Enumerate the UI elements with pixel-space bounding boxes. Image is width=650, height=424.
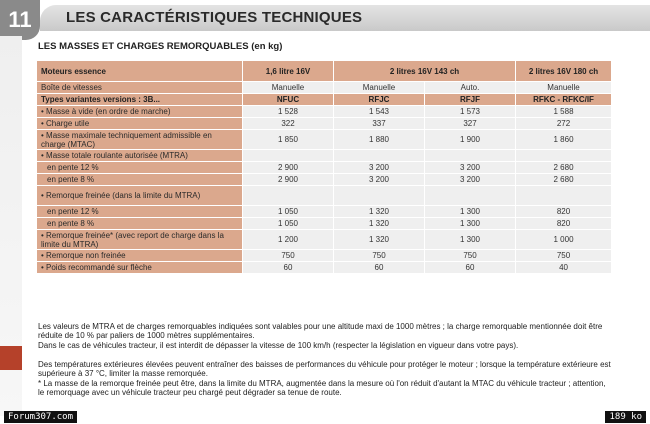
table-row [37,106,611,117]
cell-value: 1 050 [243,218,333,229]
cell-value: 1 300 [425,230,515,249]
cell-value: 1 543 [334,106,424,117]
cell-value: 750 [243,250,333,261]
gearbox-value: Manuelle [243,82,333,93]
row-label: • Masse à vide (en ordre de marche) [37,106,242,117]
cell-value: 2 900 [243,174,333,185]
cell-value: 1 900 [425,130,515,149]
table-row [37,218,611,229]
cell-value: 750 [516,250,611,261]
gearbox-label: Boîte de vitesses [37,82,242,93]
table-row [37,262,611,273]
table-row [37,230,611,249]
note-speed: Dans le cas de véhicules tracteur, il est interdit de dépasser la vitesse de 100 km/h (respecter la législation en vigueur dans votre pays). [38,341,519,350]
cell-value: 820 [516,218,611,229]
cell-value: 1 850 [243,130,333,149]
cell-value [334,186,424,205]
row-label: • Remorque freinée* (avec report de charge dans la limite du MTRA) [37,230,242,249]
cell-value: 327 [425,118,515,129]
cell-value: 3 200 [425,162,515,173]
note-altitude: Les valeurs de MTRA et de charges remorquables indiquées sont valables pour une altitude maxi de 1000 mètres ; la charge remorquable mentionnée doit être réduite de 10 % par paliers de 1000 mètres supplémentaires. [38,322,603,340]
row-label: • Poids recommandé sur flèche [37,262,242,273]
file-size-label: 189 ko [605,411,646,423]
cell-value: 1 320 [334,206,424,217]
gearbox-row [37,82,611,93]
cell-value [425,150,515,161]
table-row [37,206,611,217]
row-label: en pente 8 % [37,174,242,185]
engine-label: Moteurs essence [37,61,242,81]
cell-value: 1 050 [243,206,333,217]
cell-value: 1 573 [425,106,515,117]
watermark-source: Forum307.com [4,411,77,423]
version-code: RFKC - RFKC/IF [516,94,611,105]
cell-value: 750 [334,250,424,261]
versions-row [37,94,611,105]
cell-value: 2 680 [516,162,611,173]
cell-value: 1 300 [425,218,515,229]
gearbox-value: Manuelle [516,82,611,93]
cell-value [334,150,424,161]
gearbox-value: Manuelle [334,82,424,93]
cell-value: 820 [516,206,611,217]
page-title: LES CARACTÉRISTIQUES TECHNIQUES [66,9,363,26]
table-row [37,250,611,261]
cell-value: 272 [516,118,611,129]
cell-value: 2 900 [243,162,333,173]
cell-value: 3 200 [334,174,424,185]
cell-value: 322 [243,118,333,129]
cell-value: 1 000 [516,230,611,249]
table-row [37,186,611,205]
cell-value: 3 200 [334,162,424,173]
cell-value: 1 200 [243,230,333,249]
version-code: NFUC [243,94,333,105]
cell-value: 1 528 [243,106,333,117]
table-row [37,130,611,149]
cell-value: 1 880 [334,130,424,149]
row-label: • Masse totale roulante autorisée (MTRA) [37,150,242,161]
specs-table [36,60,612,274]
row-label: • Remorque non freinée [37,250,242,261]
row-label: en pente 8 % [37,218,242,229]
cell-value: 60 [425,262,515,273]
cell-value: 1 860 [516,130,611,149]
cell-value: 750 [425,250,515,261]
cell-value: 2 680 [516,174,611,185]
chapter-number-tab [0,0,40,40]
version-code: RFJF [425,94,515,105]
table-row [37,150,611,161]
table-row [37,174,611,185]
cell-value [516,186,611,205]
cell-value [243,186,333,205]
cell-value [516,150,611,161]
row-label: en pente 12 % [37,206,242,217]
cell-value: 1 588 [516,106,611,117]
note-temperature: Des températures extérieures élevées peuvent entraîner des baisses de performances du véhicule pour protéger le moteur ; lorsque la température extérieure est supérieure à 37 °C, limiter la masse remorquée. [38,360,611,378]
cell-value [243,150,333,161]
cell-value: 3 200 [425,174,515,185]
table-row [37,118,611,129]
row-label: • Masse maximale techniquement admissible en charge (MTAC) [37,130,242,149]
chapter-marker-tab [0,346,22,370]
engine-name: 2 litres 16V 180 ch [516,61,611,81]
engine-name: 2 litres 16V 143 ch [334,61,515,81]
engine-name: 1,6 litre 16V [243,61,333,81]
row-label: • Charge utile [37,118,242,129]
cell-value: 1 300 [425,206,515,217]
cell-value: 1 320 [334,230,424,249]
table-row [37,162,611,173]
cell-value: 60 [334,262,424,273]
version-code: RFJC [334,94,424,105]
versions-label: Types variantes versions : 3B... [37,94,242,105]
cell-value: 337 [334,118,424,129]
gearbox-value: Auto. [425,82,515,93]
note-braked-trailer: * La masse de la remorque freinée peut être, dans la limite du MTRA, augmentée dans la mesure où l'on réduit d'autant la MTAC du véhicule tracteur ; attention, le remorquage avec un véhicule tracteur peu chargé peut dégrader sa tenue de route. [38,379,606,397]
row-label: • Remorque freinée (dans la limite du MTRA) [37,186,242,205]
cell-value [425,186,515,205]
engine-header-row [37,61,611,81]
cell-value: 1 320 [334,218,424,229]
row-label: en pente 12 % [37,162,242,173]
section-title: LES MASSES ET CHARGES REMORQUABLES (en kg) [38,41,283,52]
cell-value: 40 [516,262,611,273]
chapter-number: 11 [8,7,32,32]
cell-value: 60 [243,262,333,273]
